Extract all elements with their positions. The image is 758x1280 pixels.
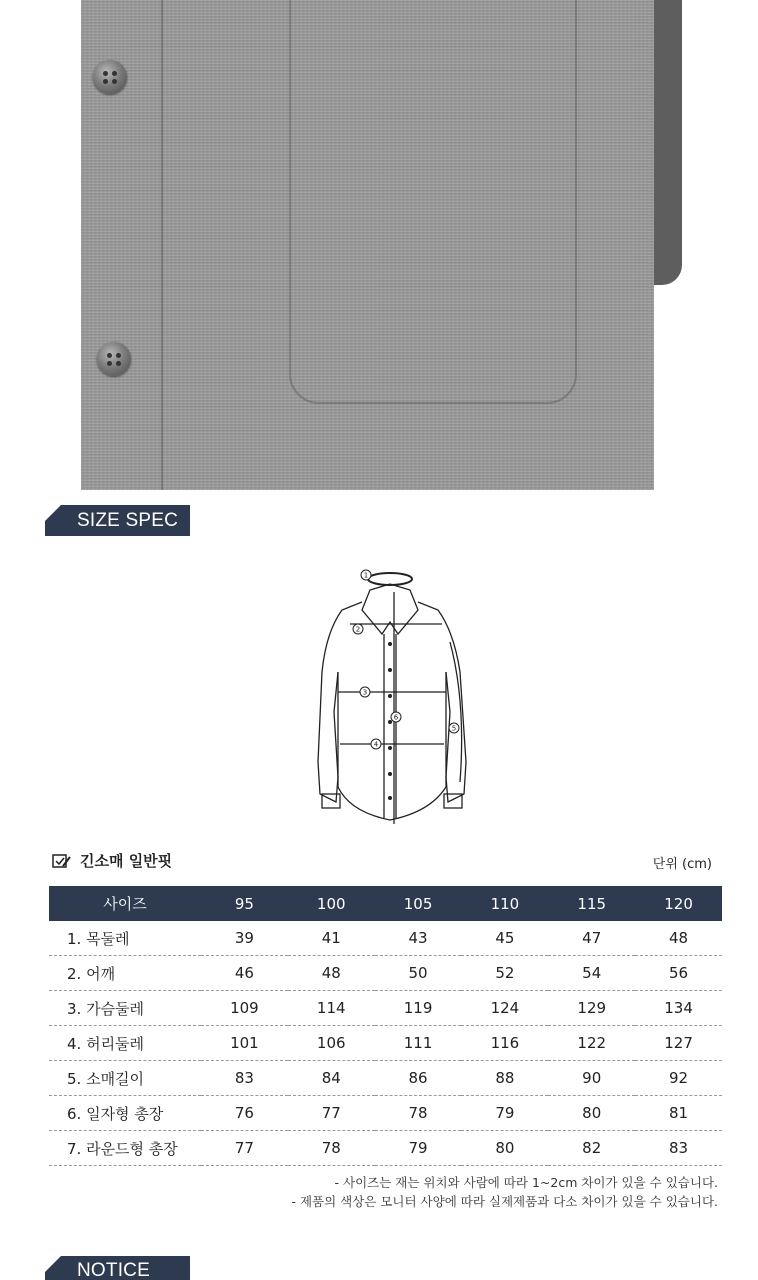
table-header-row xyxy=(49,886,722,921)
row-label: 6. 일자형 총장 xyxy=(49,1096,201,1131)
notice-header xyxy=(45,1256,190,1280)
header-cell: 110 xyxy=(461,886,548,921)
diagram-marker: 3 xyxy=(362,688,368,697)
table-cell: 50 xyxy=(375,956,462,991)
table-cell: 122 xyxy=(548,1026,635,1061)
table-cell: 106 xyxy=(288,1026,375,1061)
row-label: 1. 목둘레 xyxy=(49,921,201,956)
table-cell: 48 xyxy=(288,956,375,991)
table-cell: 92 xyxy=(635,1061,722,1096)
table-cell: 111 xyxy=(375,1026,462,1061)
diagram-marker: 4 xyxy=(373,740,379,749)
table-row xyxy=(49,1061,722,1096)
table-cell: 114 xyxy=(288,991,375,1026)
table-cell: 80 xyxy=(548,1096,635,1131)
table-cell: 45 xyxy=(461,921,548,956)
table-cell: 127 xyxy=(635,1026,722,1061)
table-cell: 46 xyxy=(201,956,288,991)
shirt-button xyxy=(93,60,127,94)
table-cell: 43 xyxy=(375,921,462,956)
table-cell: 52 xyxy=(461,956,548,991)
table-cell: 83 xyxy=(201,1061,288,1096)
table-cell: 76 xyxy=(201,1096,288,1131)
header-cell: 105 xyxy=(375,886,462,921)
table-row xyxy=(49,921,722,956)
checkbox-edit-icon xyxy=(52,853,72,869)
table-cell: 88 xyxy=(461,1061,548,1096)
size-spec-header xyxy=(45,505,190,536)
table-row xyxy=(49,1131,722,1166)
diagram-marker: 5 xyxy=(451,724,457,733)
table-cell: 119 xyxy=(375,991,462,1026)
table-cell: 79 xyxy=(461,1096,548,1131)
table-cell: 81 xyxy=(635,1096,722,1131)
size-notes xyxy=(291,1173,718,1211)
diagram-marker: 1 xyxy=(363,571,369,580)
table-row xyxy=(49,1096,722,1131)
table-cell: 41 xyxy=(288,921,375,956)
table-cell: 78 xyxy=(288,1131,375,1166)
header-cell: 100 xyxy=(288,886,375,921)
table-cell: 116 xyxy=(461,1026,548,1061)
tag-corner-cut xyxy=(45,505,61,521)
table-cell: 79 xyxy=(375,1131,462,1166)
table-cell: 77 xyxy=(288,1096,375,1131)
table-cell: 82 xyxy=(548,1131,635,1166)
table-cell: 129 xyxy=(548,991,635,1026)
notice-label: NOTICE xyxy=(77,1260,150,1280)
row-label: 4. 허리둘레 xyxy=(49,1026,201,1061)
table-cell: 48 xyxy=(635,921,722,956)
chest-pocket xyxy=(289,0,577,404)
row-label: 2. 어깨 xyxy=(49,956,201,991)
header-cell: 120 xyxy=(635,886,722,921)
shirt-button xyxy=(97,342,131,376)
table-row xyxy=(49,956,722,991)
table-cell: 124 xyxy=(461,991,548,1026)
row-label: 3. 가슴둘레 xyxy=(49,991,201,1026)
table-cell: 39 xyxy=(201,921,288,956)
table-cell: 80 xyxy=(461,1131,548,1166)
unit-label: 단위 (cm) xyxy=(652,857,712,872)
tag-corner-cut xyxy=(45,1256,61,1272)
table-cell: 101 xyxy=(201,1026,288,1061)
table-cell: 47 xyxy=(548,921,635,956)
shirt-measurement-diagram xyxy=(310,562,480,830)
table-cell: 84 xyxy=(288,1061,375,1096)
table-cell: 83 xyxy=(635,1131,722,1166)
row-label: 5. 소매길이 xyxy=(49,1061,201,1096)
sleeve-shadow xyxy=(654,0,682,285)
note-line: - 사이즈는 재는 위치와 사람에 따라 1~2cm 차이가 있을 수 있습니다. xyxy=(334,1175,718,1190)
table-title xyxy=(52,850,172,871)
table-row xyxy=(49,991,722,1026)
product-photo xyxy=(81,0,654,490)
row-label: 7. 라운드형 총장 xyxy=(49,1131,201,1166)
table-cell: 109 xyxy=(201,991,288,1026)
table-cell: 78 xyxy=(375,1096,462,1131)
size-table xyxy=(49,886,722,1166)
header-size: 사이즈 xyxy=(49,886,201,921)
header-cell: 115 xyxy=(548,886,635,921)
table-cell: 134 xyxy=(635,991,722,1026)
table-cell: 90 xyxy=(548,1061,635,1096)
diagram-marker: 2 xyxy=(355,625,361,634)
table-cell: 54 xyxy=(548,956,635,991)
table-cell: 56 xyxy=(635,956,722,991)
note-line: - 제품의 색상은 모니터 사양에 따라 실제제품과 다소 차이가 있을 수 있습니다. xyxy=(291,1194,718,1209)
table-cell: 86 xyxy=(375,1061,462,1096)
diagram-marker: 6 xyxy=(393,713,399,722)
placket-seam xyxy=(161,0,163,490)
table-title-text: 긴소매 일반핏 xyxy=(80,852,173,870)
table-row xyxy=(49,1026,722,1061)
table-cell: 77 xyxy=(201,1131,288,1166)
size-spec-label: SIZE SPEC xyxy=(77,510,179,531)
header-cell: 95 xyxy=(201,886,288,921)
